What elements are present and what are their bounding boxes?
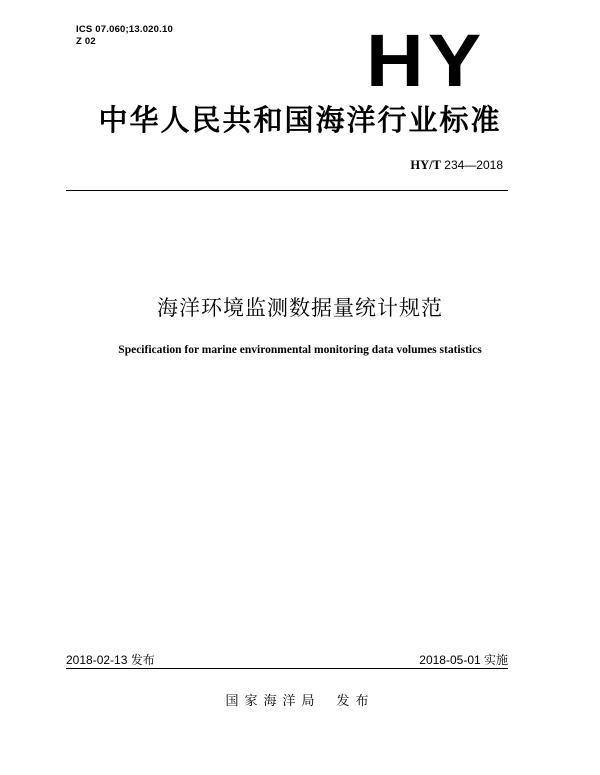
- standard-number-rest: 234—2018: [440, 158, 503, 172]
- issue-date: 2018-02-13 发布: [66, 653, 155, 667]
- implementation-date: 2018-05-01 实施: [419, 653, 508, 667]
- ics-code: ICS 07.060;13.020.10: [76, 24, 173, 35]
- hy-logo: HY: [366, 19, 486, 102]
- chinese-title: 海洋环境监测数据量统计规范: [157, 296, 443, 320]
- bottom-divider: [66, 668, 508, 669]
- issuer-action: 发布: [336, 694, 375, 709]
- standard-number: [410, 158, 503, 172]
- top-divider: [66, 190, 508, 191]
- issuer-line: [0, 693, 600, 711]
- issuer-name: 国家海洋局: [225, 694, 321, 709]
- standard-number-code: HY/T: [410, 158, 441, 172]
- ccs-code: Z 02: [76, 36, 96, 47]
- standard-category-title: 中华人民共和国海洋行业标准: [98, 103, 502, 137]
- english-title: Specification for marine environmental monitoring data volumes statistics: [118, 344, 482, 356]
